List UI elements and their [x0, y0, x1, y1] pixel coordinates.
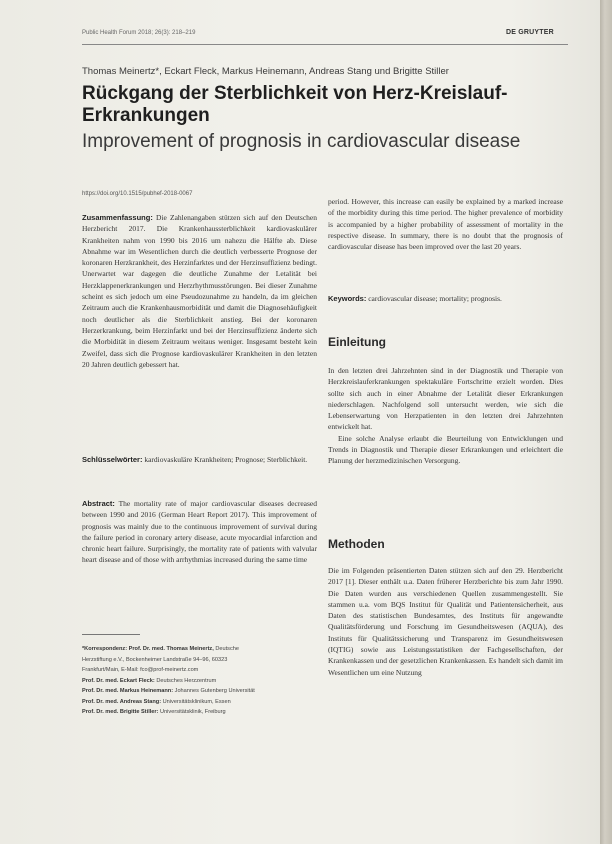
keywords-german — [82, 454, 317, 465]
keywords-english-text: cardiovascular disease; mortality; prognosis. — [368, 294, 502, 303]
footnote-author-stang: Prof. Dr. med. Andreas Stang: Universitätsklinikum, Essen — [82, 698, 231, 705]
publisher-logo: DE GRUYTER — [506, 29, 554, 36]
title-german: Rückgang der Sterblichkeit von Herz-Kreislauf-Erkrankungen — [82, 83, 508, 126]
keywords-german-label: Schlüsselwörter: — [82, 455, 143, 464]
abstract-english-text: The mortality rate of major cardiovascular diseases decreased between 1990 and 2016 (German Heart Report 2017). This improvement of prognosis was mainly due to the continuous improvement of survival during the failure period in coronary artery disease, acute myocardial infarction and chronic heart failure. Surprisingly, the mortality rate of patients with valvular heart disease and of those with arrhythmias increased during the same time — [82, 499, 317, 565]
doi-link[interactable]: https://doi.org/10.1515/pubhef-2018-0067 — [82, 191, 193, 197]
section-methoden — [328, 565, 563, 678]
footnote-author-fleck: Prof. Dr. med. Eckart Fleck: Deutsches Herzzentrum — [82, 677, 217, 684]
footnote-divider — [82, 634, 140, 635]
keywords-english-label: Keywords: — [328, 294, 367, 303]
journal-citation: Public Health Forum 2018; 26(3): 218–219 — [82, 30, 196, 36]
footnote-author-stiller: Prof. Dr. med. Brigitte Stiller: Universitätsklinik, Freiburg — [82, 709, 226, 715]
footnote-address: Herzstiftung e.V., Bockenheimer Landstraße 94–96, 60323 — [82, 656, 228, 663]
keywords-german-text: kardiovaskuläre Krankheiten; Prognose; Sterblichkeit. — [144, 455, 308, 464]
methoden-paragraph-1: Die im Folgenden präsentierten Daten stützen sich auf den 29. Herzbericht 2017 [1]. Dieser enthält u.a. Daten früherer Herzberichte bis zum Jahr 1990. Die Daten wurden aus verschiedenen Quellen zusammengestellt. Sie stammen u.a. vom BQS Institut für Qualität und Patientensicherheit, aus Daten des statistischen Bundesamtes, des Instituts für angewandte Qualitätsförderung und Forschung im Gesundheitswesen (AQUA), des Instituts für Qualitätssicherung und Transparenz im Gesundheitswesen (IQTIG) sowie aus Leistungsstatistiken der Fachgesellschaften, der Krankenkassen und der gesetzlichen Krankenkassen. Es handelt sich damit im Wesentlichen um eine Nutzung — [328, 566, 563, 677]
abstract-english-continuation: period. However, this increase can easily be explained by a marked increase of the morbidity during this time period. The higher prevalence of morbidity is accompanied by a higher probability of assessment of mortality in the respective disease. In summary, there is no doubt that the prognosis of cardiovascular disease has been improved over the last 20 years. — [328, 197, 563, 252]
section-heading-methoden: Methoden — [328, 537, 385, 551]
einleitung-paragraph-2: Eine solche Analyse erlaubt die Beurteilung von Entwicklungen und Trends in Diagnostik und Therapie dieser Erkrankungen und erleichtert die Planung der herzmedizinischen Versorgung. — [328, 433, 563, 466]
footnote-email: Frankfurt/Main, E-Mail: fco@prof-meinertz.com — [82, 667, 199, 673]
footnote-author-heinemann: Prof. Dr. med. Markus Heinemann: Johannes Gutenberg Universität — [82, 688, 255, 694]
abstract-english-label: Abstract: — [82, 499, 115, 508]
footnote-correspondence: *Korrespondenz: Prof. Dr. med. Thomas Meinertz, Deutsche — [82, 646, 239, 652]
abstract-german-label: Zusammenfassung: — [82, 213, 153, 222]
abstract-german — [82, 212, 317, 370]
einleitung-paragraph-1: In den letzten drei Jahrzehnten sind in der Diagnostik und Therapie von Herzkreislauferkrankungen spektakuläre Fortschritte erzielt worden. Dies sollte sich auch in einer Abnahme der Letalität dieser Erkrankungen niederschlagen. Nachfolgend soll untersucht werden, wie sich die Lebenserwartung von Herzpatienten in den letzten drei Jahrzehnten entwickelt hat. — [328, 366, 563, 432]
abstract-english — [82, 498, 317, 566]
footnotes — [82, 644, 322, 718]
author-list: Thomas Meinertz*, Eckart Fleck, Markus Heinemann, Andreas Stang und Brigitte Stiller — [82, 66, 449, 77]
abstract-german-text: Die Zahlenangaben stützen sich auf den Deutschen Herzbericht 2017. Die Krankenhaussterblichkeit kardiovaskulärer Krankheiten nahm von 1990 bis 2016 um nahezu die Hälfte ab. Diese Abnahme war im Wesentlichen durch die deutlich verbesserte Prognose der koronaren Herzkrankheit, des Herzinfarktes und der Herzinsuffizienz bedingt. Unerwartet war dagegen die deutliche Zunahme der Letalität bei Herzklappenerkrankungen und Herzrhythmusstörungen. Bei dieser Zunahme scheint es sich jedoch um eine Pseudozunahme zu handeln, da im gleichen Zeitraum auch die Krankenhausmorbidität und damit die Diagnosehäufigkeit noch deutlicher als die Sterblichkeit anstieg. Bei der koronaren Herzerkrankung, beim Herzinfarkt und bei der Herzinsuffizienz änderte sich die Morbidität in diesem Zeitraum weitaus weniger. Insgesamt besteht kein Zweifel, dass sich die Prognose kardiovaskulärer Krankheiten in den letzten 20 Jahren deutlich gebessert hat. — [82, 213, 318, 369]
section-heading-einleitung: Einleitung — [328, 335, 386, 349]
book-spine-shadow — [600, 0, 612, 844]
header-divider — [82, 44, 568, 45]
keywords-english — [328, 293, 563, 304]
title-english: Improvement of prognosis in cardiovascular disease — [82, 131, 521, 152]
section-einleitung — [328, 365, 563, 467]
